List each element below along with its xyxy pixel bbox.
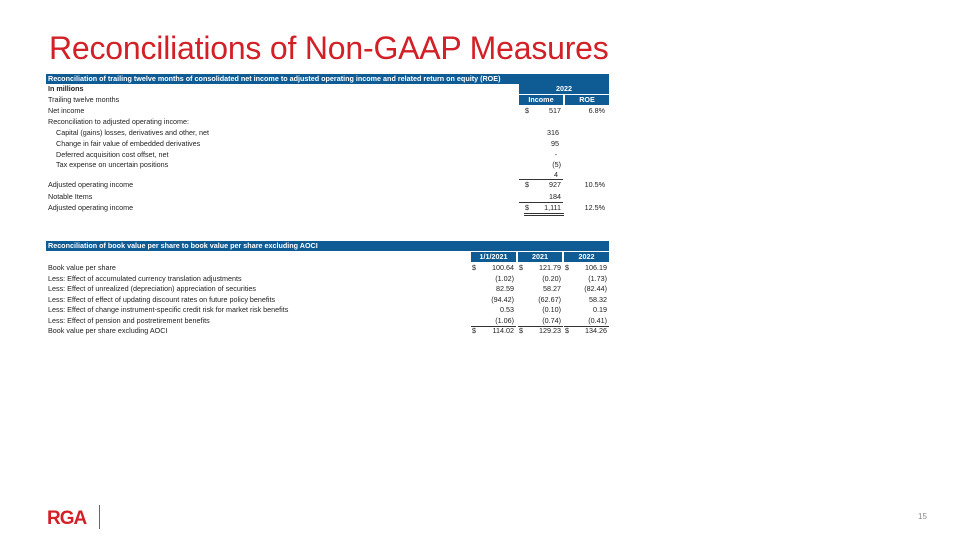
- currency-sign: $: [519, 326, 523, 335]
- value-cell: [471, 316, 516, 327]
- table-row: [46, 326, 609, 337]
- value-cell: [518, 295, 563, 305]
- row-label: Less: Effect of accumulated currency translation adjustments: [48, 273, 242, 283]
- value-cell: [471, 274, 516, 284]
- table-row: [46, 170, 609, 179]
- income-value: (5): [552, 160, 561, 169]
- currency-sign: $: [565, 263, 569, 272]
- value: (1.06): [495, 315, 514, 325]
- income-value: 95: [551, 139, 559, 148]
- value: (1.73): [588, 273, 607, 283]
- income-value: 1,111: [544, 203, 561, 212]
- col-header-2021-start: 1/1/2021: [471, 252, 516, 262]
- value-cell: [471, 295, 516, 305]
- income-value: 927: [549, 180, 561, 189]
- table-row: [46, 160, 609, 170]
- currency-sign: $: [472, 326, 476, 335]
- bv-table-heading: Reconciliation of book value per share to book value per share excluding AOCI: [46, 241, 609, 251]
- value-cell: [564, 305, 609, 315]
- income-col-header: Income: [519, 95, 563, 105]
- value: 82.59: [496, 284, 514, 293]
- row-label: Adjusted operating income: [48, 180, 134, 189]
- value-cell: [471, 263, 516, 273]
- table-row: [46, 105, 609, 116]
- table-row: [46, 116, 609, 127]
- value: 114.02: [492, 326, 514, 335]
- row-label: Less: Effect of effect of updating discount rates on future policy benefits: [48, 294, 276, 304]
- value: (0.74): [542, 315, 561, 325]
- table-row: [46, 316, 609, 327]
- roe-value: 10.5%: [584, 180, 605, 189]
- page-number: 15: [918, 512, 927, 521]
- currency-sign: $: [519, 263, 523, 272]
- value-cell: [518, 284, 563, 294]
- value-cell: [564, 263, 609, 273]
- value: 0.53: [500, 305, 514, 314]
- value-cell: [518, 263, 563, 273]
- row-label: Net income: [48, 106, 85, 115]
- value: 121.79: [539, 263, 561, 272]
- row-label: Book value per share: [48, 263, 116, 272]
- value-cell: [518, 274, 563, 284]
- period-label: Trailing twelve months: [48, 95, 120, 104]
- value-cell: [518, 326, 563, 336]
- page-title: Reconciliations of Non-GAAP Measures: [49, 30, 609, 66]
- currency-sign: $: [525, 106, 529, 115]
- currency-sign: $: [525, 203, 529, 212]
- units-label: In millions: [48, 84, 84, 93]
- table-row: [46, 138, 609, 149]
- income-value: 4: [519, 170, 563, 180]
- value: 134.26: [585, 326, 607, 335]
- table-row: [46, 284, 609, 295]
- year-header: 2022: [519, 84, 609, 94]
- value: 58.27: [543, 284, 561, 293]
- currency-sign: $: [565, 326, 569, 335]
- value: 58.32: [589, 294, 607, 304]
- roe-value: 12.5%: [584, 203, 605, 212]
- table-row: [46, 305, 609, 316]
- row-label: Book value per share excluding AOCI: [48, 326, 168, 335]
- row-label: Tax expense on uncertain positions: [56, 160, 169, 169]
- value-cell: [518, 305, 563, 315]
- value-cell: [564, 274, 609, 284]
- value-cell: [471, 305, 516, 315]
- table-row: [46, 179, 609, 191]
- income-value: -: [554, 150, 557, 159]
- value: 106.19: [585, 263, 607, 272]
- value: 129.23: [539, 326, 561, 335]
- units-row: [46, 84, 609, 94]
- row-label: Change in fair value of embedded derivatives: [56, 139, 201, 148]
- table-row: [46, 191, 609, 202]
- logo-divider: [99, 505, 100, 529]
- col-header-2022: 2022: [564, 252, 609, 262]
- row-label: Less: Effect of change instrument-specific credit risk for market risk benefits: [48, 305, 289, 314]
- roe-col-header: ROE: [565, 95, 609, 105]
- roe-value: 6.8%: [588, 106, 605, 115]
- value: (62.67): [538, 294, 561, 304]
- row-label: Notable Items: [48, 192, 93, 201]
- row-label: Reconciliation to adjusted operating income:: [48, 117, 190, 126]
- currency-sign: $: [472, 263, 476, 272]
- value-cell: [564, 295, 609, 305]
- table-row: [46, 149, 609, 160]
- table-row: [46, 274, 609, 285]
- row-label: Capital (gains) losses, derivatives and other, net: [56, 128, 210, 137]
- period-row: [46, 94, 609, 105]
- row-label: Adjusted operating income: [48, 203, 134, 212]
- value-cell: [564, 284, 609, 294]
- value: (82.44): [584, 284, 607, 293]
- value: (0.10): [542, 305, 561, 314]
- value: 100.64: [492, 263, 514, 272]
- col-header-2021: 2021: [518, 252, 562, 262]
- row-label: Less: Effect of unrealized (depreciation) appreciation of securities: [48, 284, 257, 293]
- table-row: [46, 202, 609, 214]
- value: (0.20): [542, 273, 561, 283]
- roe-table-heading: Reconciliation of trailing twelve months of consolidated net income to adjusted operating income and related return on equity (ROE): [46, 74, 609, 84]
- value: (94.42): [491, 294, 514, 304]
- income-value: 184: [519, 191, 563, 203]
- row-label: Deferred acquisition cost offset, net: [56, 150, 169, 159]
- table-row: [46, 295, 609, 306]
- table-row: [46, 263, 609, 274]
- bv-header-row: [46, 251, 609, 263]
- income-value: 517: [549, 106, 561, 115]
- value-cell: [564, 316, 609, 327]
- value: (0.41): [588, 315, 607, 325]
- value-cell: [471, 284, 516, 294]
- value-cell: [471, 326, 516, 336]
- value: (1.02): [495, 273, 514, 283]
- value-cell: [518, 316, 563, 327]
- table-row: [46, 127, 609, 138]
- income-value: 316: [547, 128, 559, 137]
- row-label: Less: Effect of pension and postretirement benefits: [48, 315, 210, 325]
- roe-reconciliation-table: [46, 74, 609, 214]
- currency-sign: $: [525, 180, 529, 189]
- rga-logo: RGA: [47, 508, 87, 529]
- income-cell: [524, 202, 564, 216]
- value: 0.19: [593, 305, 607, 314]
- value-cell: [564, 326, 609, 336]
- book-value-reconciliation-table: [46, 241, 609, 337]
